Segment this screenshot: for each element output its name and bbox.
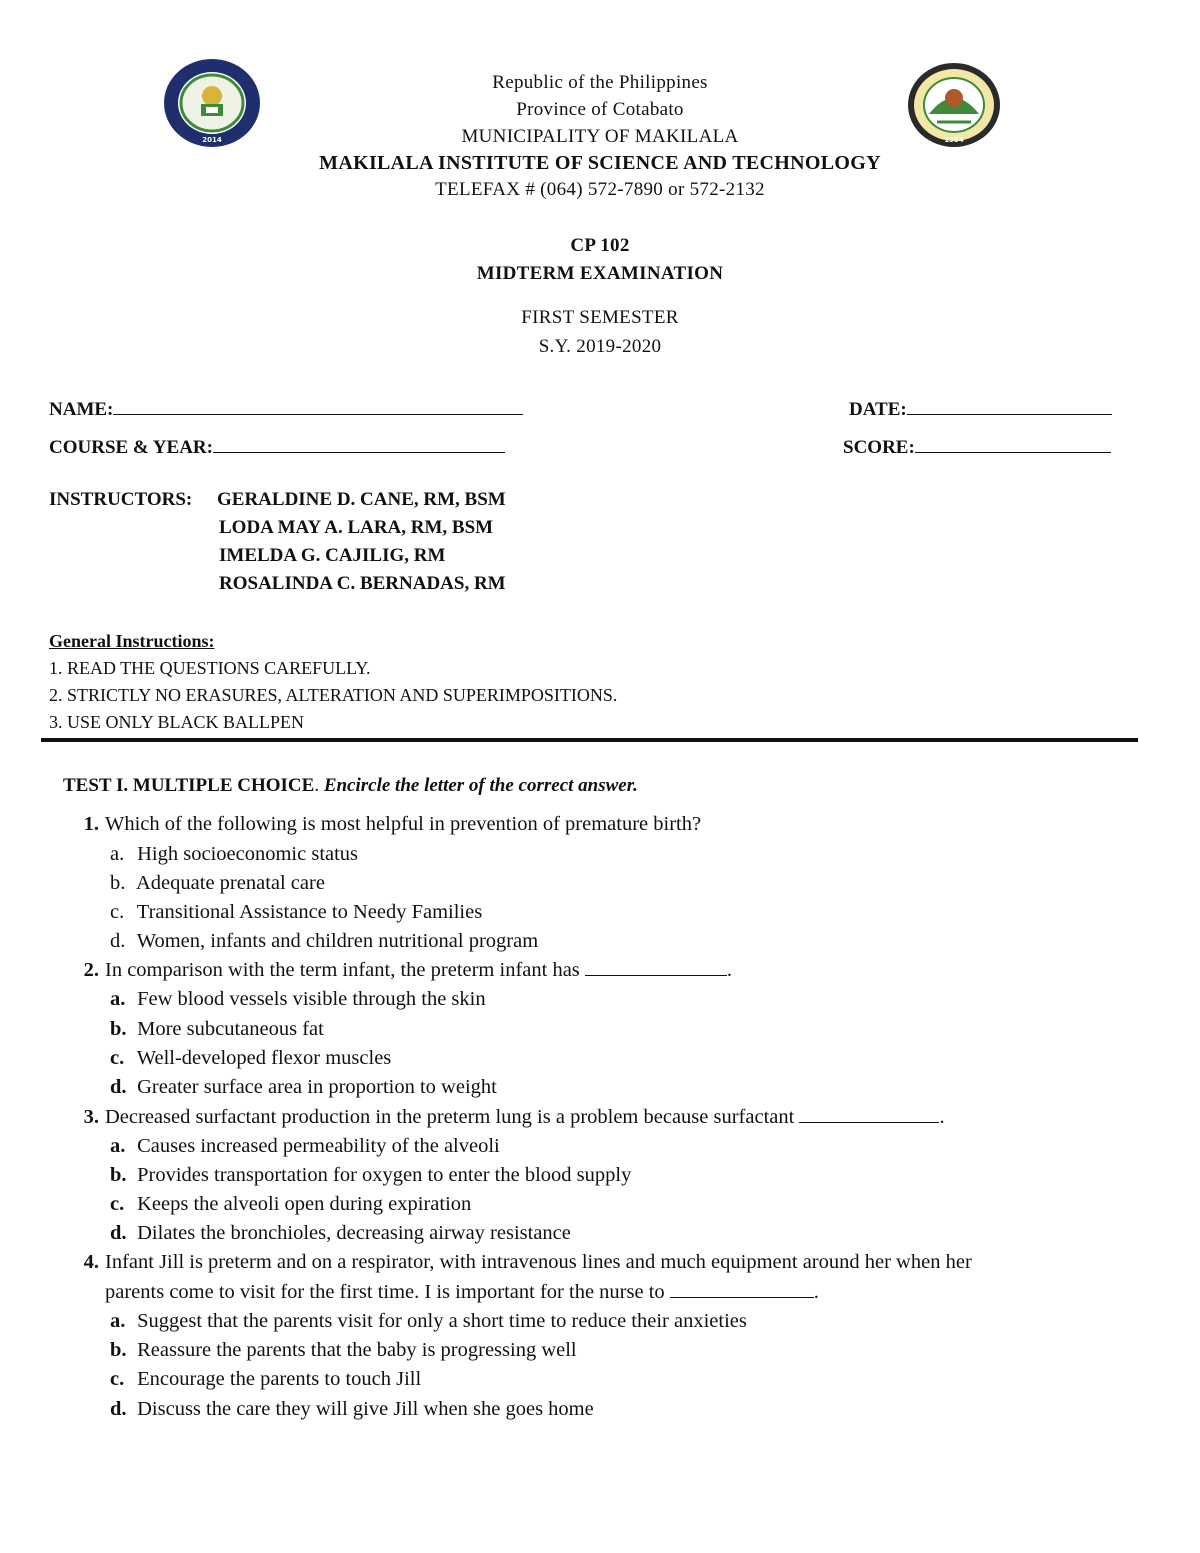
instructor-name: GERALDINE D. CANE, RM, BSM (217, 489, 506, 510)
option-letter: a. (110, 988, 126, 1010)
test-title: TEST I. MULTIPLE CHOICE (63, 775, 315, 796)
option-text: High socioeconomic status (137, 843, 359, 865)
option-letter: d. (110, 1398, 127, 1420)
answer-blank (799, 1108, 939, 1123)
instructor-name: ROSALINDA C. BERNADAS, RM (219, 573, 506, 594)
option-text: More subcutaneous fat (137, 1018, 324, 1040)
question-suffix: . (726, 959, 733, 981)
option-letter: c. (110, 1193, 125, 1215)
option-letter: a. (110, 1135, 126, 1157)
option-letter: c. (110, 1047, 125, 1069)
question (63, 1251, 972, 1274)
option-text: Greater surface area in proportion to weight (137, 1076, 497, 1098)
name-field (49, 396, 523, 421)
question-number: 1. (83, 813, 99, 835)
question (63, 959, 732, 982)
test-heading: TEST I. MULTIPLE CHOICE. Encircle the letter of the correct answer. (63, 775, 638, 796)
option-text: Reassure the parents that the baby is progressing well (137, 1339, 577, 1361)
question (63, 1106, 945, 1129)
left-seal-year: 2014 (202, 136, 222, 144)
question-text: Which of the following is most helpful in prevention of premature birth? (105, 813, 702, 835)
answer-option[interactable] (110, 1076, 497, 1099)
course-year-blank[interactable] (213, 434, 505, 453)
answer-option[interactable] (110, 1135, 500, 1158)
course-year-field (49, 434, 505, 459)
option-text: Provides transportation for oxygen to enter the blood supply (137, 1164, 632, 1186)
question-text: Infant Jill is preterm and on a respirator, with intravenous lines and much equipment around her when her (105, 1251, 972, 1273)
answer-option[interactable] (110, 1193, 471, 1216)
question-continuation (105, 1281, 819, 1304)
option-letter: b. (110, 872, 126, 894)
option-letter: a. (110, 843, 125, 865)
answer-option[interactable] (110, 1398, 594, 1421)
answer-option[interactable] (110, 1047, 391, 1070)
question-number: 2. (83, 959, 99, 981)
option-text: Women, infants and children nutritional program (136, 930, 539, 952)
header-institute: MAKILALA INSTITUTE OF SCIENCE AND TECHNOLOGY (319, 152, 881, 174)
option-text: Few blood vessels visible through the skin (137, 988, 486, 1010)
answer-option[interactable] (110, 901, 482, 924)
section-divider (41, 738, 1138, 742)
header-republic: Republic of the Philippines (492, 72, 708, 93)
instructors-label: INSTRUCTORS: (49, 489, 193, 510)
exam-semester: FIRST SEMESTER (521, 307, 679, 328)
question-text: In comparison with the term infant, the preterm infant has (105, 959, 580, 981)
option-text: Causes increased permeability of the alveoli (137, 1135, 500, 1157)
name-label: NAME: (49, 399, 114, 420)
answer-option[interactable] (110, 1368, 421, 1391)
question-suffix: . (813, 1281, 819, 1303)
option-letter: a. (110, 1310, 126, 1332)
general-instructions-heading: General Instructions: (49, 631, 215, 651)
answer-option[interactable] (110, 1164, 631, 1187)
option-letter: d. (110, 1222, 127, 1244)
instructor-name: IMELDA G. CAJILIG, RM (219, 545, 446, 566)
option-letter: b. (110, 1018, 127, 1040)
answer-option[interactable] (110, 872, 325, 895)
question-text: Decreased surfactant production in the preterm lung is a problem because surfactant (105, 1106, 795, 1128)
score-blank[interactable] (915, 434, 1111, 453)
option-text: Discuss the care they will give Jill when she goes home (137, 1398, 594, 1420)
name-blank[interactable] (113, 396, 523, 415)
score-label: SCORE: (843, 437, 915, 458)
right-seal-year: 1954 (944, 136, 964, 144)
option-text: Well-developed flexor muscles (136, 1047, 392, 1069)
question (63, 813, 701, 836)
header-telefax: TELEFAX # (064) 572-7890 or 572-2132 (435, 179, 765, 200)
option-letter: c. (110, 1368, 125, 1390)
header-municipality: MUNICIPALITY OF MAKILALA (461, 126, 739, 147)
option-text: Transitional Assistance to Needy Families (136, 901, 483, 923)
option-text: Adequate prenatal care (136, 872, 325, 894)
instruction-item: 2. STRICTLY NO ERASURES, ALTERATION AND SUPERIMPOSITIONS. (49, 685, 618, 705)
answer-option[interactable] (110, 988, 486, 1011)
option-letter: d. (110, 1076, 127, 1098)
option-letter: c. (110, 901, 125, 923)
option-letter: b. (110, 1164, 127, 1186)
answer-option[interactable] (110, 930, 538, 953)
question-suffix: . (939, 1106, 945, 1128)
header-province: Province of Cotabato (516, 99, 684, 120)
instructor-name: LODA MAY A. LARA, RM, BSM (219, 517, 494, 538)
course-year-label: COURSE & YEAR: (49, 437, 213, 458)
question-text: parents come to visit for the first time. I is important for the nurse to (105, 1281, 665, 1303)
answer-option[interactable] (110, 1310, 747, 1333)
answer-blank (670, 1283, 814, 1298)
answer-option[interactable] (110, 843, 358, 866)
option-text: Suggest that the parents visit for only a short time to reduce their anxieties (137, 1310, 747, 1332)
option-letter: b. (110, 1339, 127, 1361)
date-field (849, 396, 1112, 421)
option-letter: d. (110, 930, 126, 952)
date-label: DATE: (849, 399, 907, 420)
answer-blank (585, 961, 727, 976)
test-instruction: Encircle the letter of the correct answer. (323, 775, 638, 796)
score-field (843, 434, 1111, 459)
option-text: Dilates the bronchioles, decreasing airway resistance (137, 1222, 571, 1244)
option-text: Encourage the parents to touch Jill (137, 1368, 422, 1390)
instruction-item: 1. READ THE QUESTIONS CAREFULLY. (49, 658, 371, 678)
question-number: 3. (83, 1106, 99, 1128)
answer-option[interactable] (110, 1018, 324, 1041)
answer-option[interactable] (110, 1339, 577, 1362)
exam-school-year: S.Y. 2019-2020 (538, 336, 662, 357)
exam-title: MIDTERM EXAMINATION (476, 263, 724, 284)
question-number: 4. (83, 1251, 99, 1273)
instruction-item: 3. USE ONLY BLACK BALLPEN (49, 712, 305, 732)
answer-option[interactable] (110, 1222, 571, 1245)
date-blank[interactable] (907, 396, 1112, 415)
option-text: Keeps the alveoli open during expiration (137, 1193, 472, 1215)
exam-course: CP 102 (570, 235, 630, 256)
